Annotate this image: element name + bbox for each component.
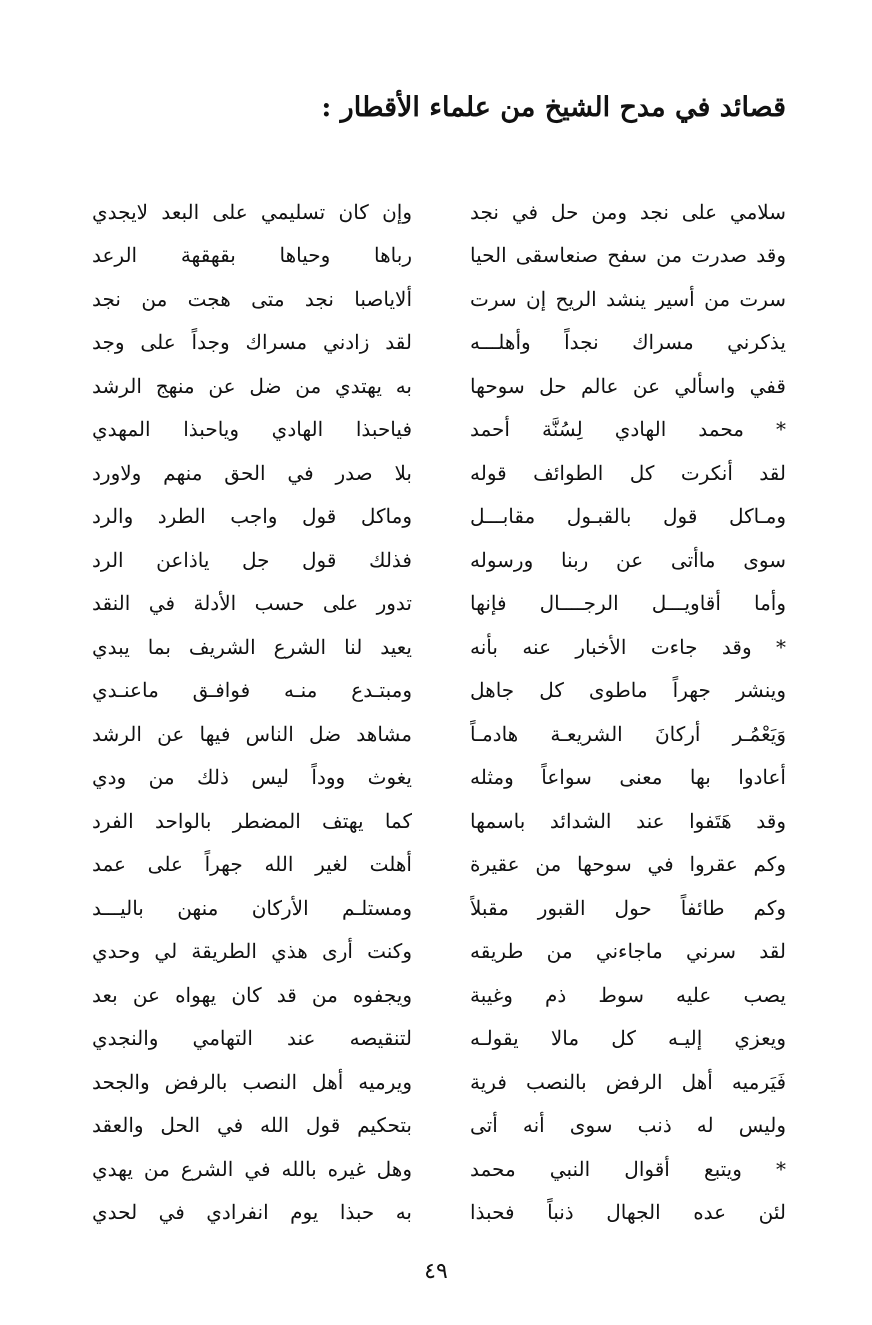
second-hemistich: يعيد لنا الشرع الشريف بما يبدي [92, 634, 412, 659]
section-heading: قصائد في مدح الشيخ من علماء الأقطار : [321, 92, 786, 123]
first-hemistich: سرت من أسير ينشد الريح إن سرت [470, 286, 786, 311]
verse-line [92, 234, 786, 278]
second-hemistich: فذلك قول جل ياذاعن الرد [92, 547, 412, 572]
verse-line [92, 582, 786, 626]
verse-line [92, 1017, 786, 1061]
second-hemistich: ألاياصبا نجد متى هجت من نجد [92, 286, 412, 311]
verse-line [92, 1147, 786, 1191]
first-hemistich: يصب عليه سوط ذم وغيبة [470, 982, 786, 1007]
second-hemistich: بتحكيم قول الله في الحل والعقد [92, 1113, 412, 1138]
first-hemistich: لقد سرني ماجاءني من طريقه [470, 939, 786, 964]
verse-line [92, 799, 786, 843]
first-hemistich: ومـاكل قول بالقبـول مقابـــل [470, 504, 786, 529]
second-hemistich: لتنقيصه عند التهامي والنجدي [92, 1026, 412, 1051]
first-hemistich: وأما أقاويـــل الرجــــال فإنها [470, 591, 786, 616]
verse-line [92, 843, 786, 887]
first-hemistich: سلامي على نجد ومن حل في نجد [470, 199, 786, 224]
first-hemistich: لئن عده الجهال ذنباً فحبذا [470, 1200, 786, 1225]
first-hemistich: وقد صدرت من سفح صنعاسقى الحيا [470, 243, 786, 268]
first-hemistich: وَيَعْمُـر أركانَ الشريعـة هادمـاً [470, 721, 786, 746]
second-hemistich: ويجفوه من قد كان يهواه عن بعد [92, 982, 412, 1007]
first-hemistich: وينشر جهراً ماطوى كل جاهل [470, 678, 786, 703]
second-hemistich: لقد زادني مسراك وجداً على وجد [92, 330, 412, 355]
verse-line [92, 538, 786, 582]
second-hemistich: فياحبذا الهادي وياحبذا المهدي [92, 417, 412, 442]
second-hemistich: تدور على حسب الأدلة في النقد [92, 591, 412, 616]
first-hemistich: * ويتبع أقوال النبي محمد [470, 1156, 786, 1181]
verse-line [92, 886, 786, 930]
second-hemistich: كما يهتف المضطر بالواحد الفرد [92, 808, 412, 833]
first-hemistich: أعادوا بها معنى سواعاً ومثله [470, 765, 786, 790]
first-hemistich: وليس له ذنب سوى أنه أتى [470, 1113, 786, 1138]
second-hemistich: به يهتدي من ضل عن منهج الرشد [92, 373, 412, 398]
verse-line [92, 495, 786, 539]
verse-line [92, 712, 786, 756]
second-hemistich: مشاهد ضل الناس فيها عن الرشد [92, 721, 412, 746]
first-hemistich: قفي واسألي عن عالم حل سوحها [470, 373, 786, 398]
verse-line [92, 190, 786, 234]
first-hemistich: سوى ماأتى عن ربنا ورسوله [470, 547, 786, 572]
second-hemistich: وكنت أرى هذي الطريقة لي وحدي [92, 939, 412, 964]
verse-line [92, 669, 786, 713]
verse-line [92, 756, 786, 800]
first-hemistich: لقد أنكرت كل الطوائف قوله [470, 460, 786, 485]
first-hemistich: فَيَرميه أهل الرفض بالنصب فرية [470, 1069, 786, 1094]
first-hemistich: وكم عقروا في سوحها من عقيرة [470, 852, 786, 877]
first-hemistich: يذكرني مسراك نجداً وأهلـــه [470, 330, 786, 355]
first-hemistich: * وقد جاءت الأخبار عنه بأنه [470, 634, 786, 659]
second-hemistich: ويرميه أهل النصب بالرفض والجحد [92, 1069, 412, 1094]
second-hemistich: أهلت لغير الله جهراً على عمد [92, 852, 412, 877]
verse-line [92, 625, 786, 669]
verse-line [92, 1060, 786, 1104]
verse-line [92, 1104, 786, 1148]
second-hemistich: وماكل قول واجب الطرد والرد [92, 504, 412, 529]
second-hemistich: وإن كان تسليمي على البعد لايجدي [92, 199, 412, 224]
first-hemistich: وقد هَتَفوا عند الشدائد باسمها [470, 808, 786, 833]
verse-line [92, 364, 786, 408]
verse-line [92, 1191, 786, 1235]
first-hemistich: ويعزي إليـه كل مالا يقولـه [470, 1026, 786, 1051]
second-hemistich: يغوث ووداً ليس ذلك من ودي [92, 765, 412, 790]
verse-line [92, 930, 786, 974]
second-hemistich: ومستلـم الأركان منهن باليـــد [92, 895, 412, 920]
second-hemistich: رباها وحياها بقهقهة الرعد [92, 243, 412, 268]
verse-line [92, 277, 786, 321]
page-number: ٤٩ [424, 1259, 448, 1284]
verse-line [92, 973, 786, 1017]
second-hemistich: به حبذا يوم انفرادي في لحدي [92, 1200, 412, 1225]
second-hemistich: بلا صدر في الحق منهم ولاورد [92, 460, 412, 485]
first-hemistich: وكم طائفاً حول القبور مقبلاً [470, 895, 786, 920]
second-hemistich: وهل غيره بالله في الشرع من يهدي [92, 1156, 412, 1181]
first-hemistich: * محمد الهادي لِسُنَّة أحمد [470, 417, 786, 442]
verse-line [92, 451, 786, 495]
verse-line [92, 408, 786, 452]
verse-line [92, 321, 786, 365]
poem-body [92, 190, 786, 1234]
second-hemistich: ومبتـدع منـه فوافـق ماعنـدي [92, 678, 412, 703]
